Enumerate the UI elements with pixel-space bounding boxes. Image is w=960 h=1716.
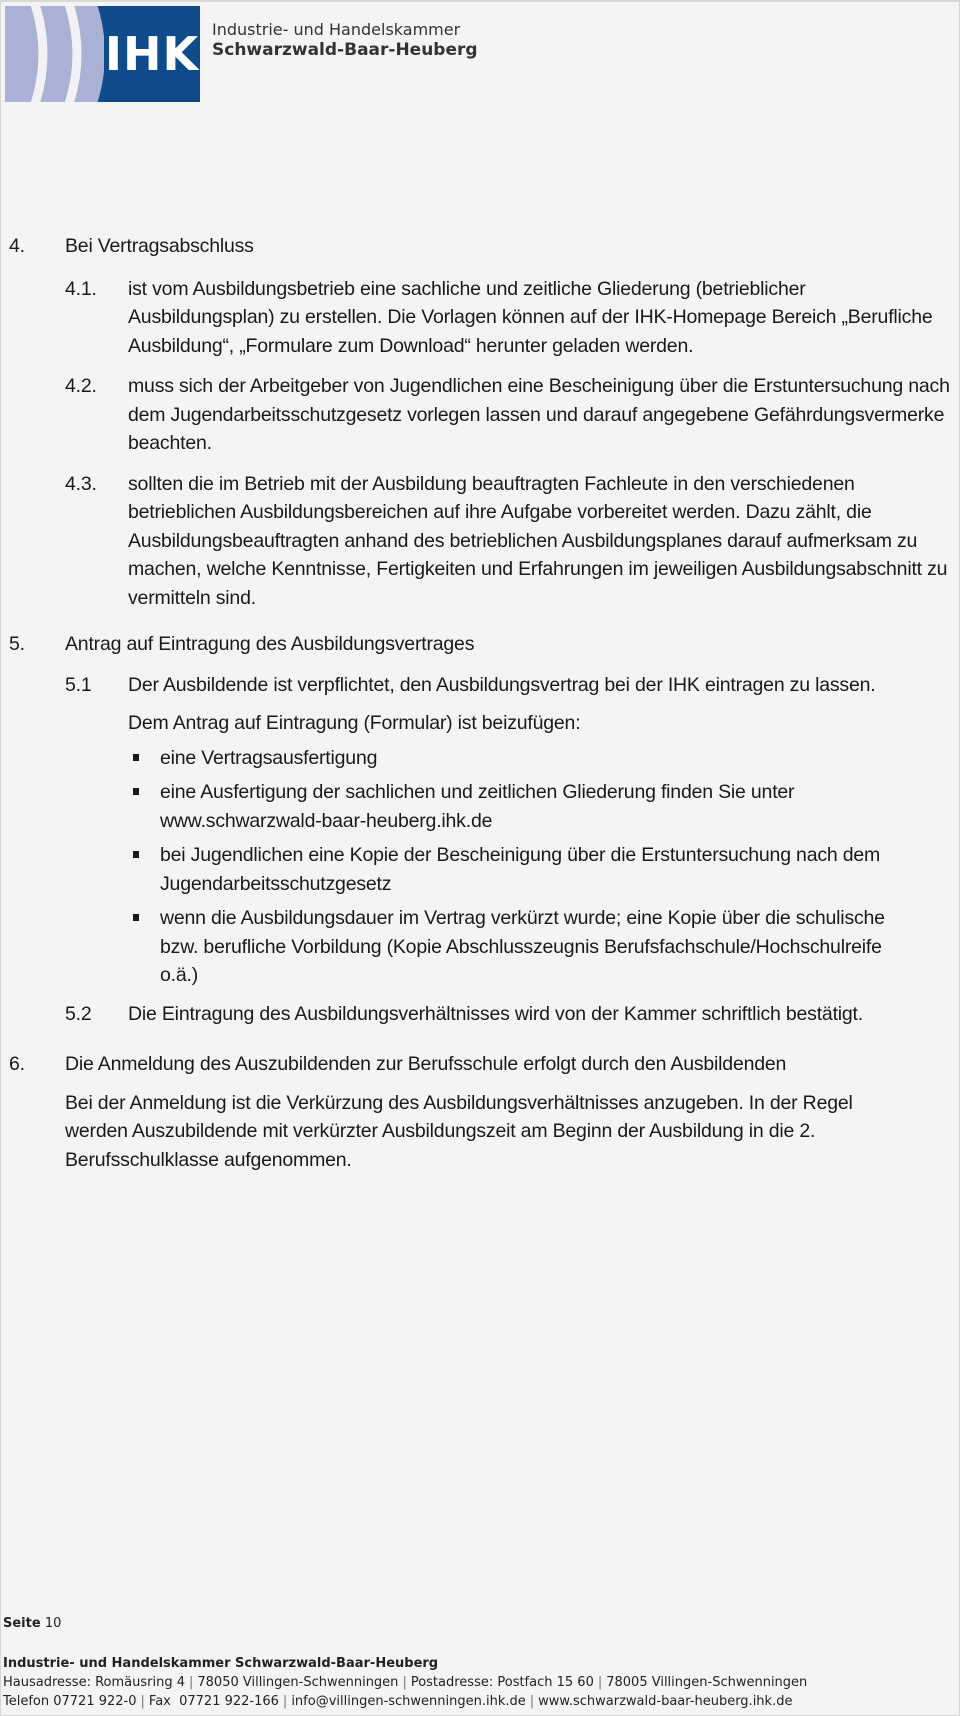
section-title: Antrag auf Eintragung des Ausbildungsvertrages <box>65 633 475 655</box>
subsection-text: sollten die im Betrieb mit der Ausbildung beauftragten Fachleute in den verschiedenen betrieblichen Ausbildungsbereichen auf ihre Aufgabe vorbereitet werden. Dazu zählt, die Ausbildungsbeauftragten anhand des betrieblichen Ausbildungsplanes darauf aufmerksam zu machen, welche Kenntnisse, Fertigkeiten und Erfahrungen im jeweiligen Ausbildungsabschnitt zu vermitteln sind. <box>128 472 948 609</box>
subsection-text: muss sich der Arbeitgeber von Jugendlichen eine Bescheinigung über die Erstuntersuchung nach dem Jugendarbeitsschutzgesetz vorlegen lassen und darauf angegebene Gefährdungsvermerke beachten. <box>128 375 950 454</box>
email-link[interactable]: info@villingen-schwenningen.ihk.de <box>291 1694 526 1709</box>
bullet-square-icon <box>128 744 160 773</box>
post-city: 78005 Villingen-Schwenningen <box>606 1675 808 1690</box>
section-number: 4. <box>9 235 25 257</box>
subsection-4-1 <box>65 275 960 361</box>
list-item <box>128 841 960 898</box>
subsection-number: 5.1 <box>65 673 92 696</box>
section-title: Die Anmeldung des Auszubildenden zur Berufsschule erfolgt durch den Ausbildenden <box>65 1053 787 1075</box>
list-item-text: wenn die Ausbildungsdauer im Vertrag verkürzt wurde; eine Kopie über die schulische bzw. berufliche Vorbildung (Kopie Abschlusszeugnis Berufsfachschule/Hochschulreife o.ä.) <box>160 907 885 986</box>
footer-org-name: Industrie- und Handelskammer Schwarzwald-Baar-Heuberg <box>3 1656 439 1671</box>
page-label: Seite <box>3 1616 41 1631</box>
separator: | <box>597 1675 603 1690</box>
separator: | <box>188 1675 194 1690</box>
list-item-text: eine Vertragsausfertigung <box>160 746 378 769</box>
document-body <box>1 232 960 1174</box>
subsection-4-3 <box>65 470 960 613</box>
fax: Fax 07721 922-166 <box>148 1694 279 1709</box>
section-number: 5. <box>9 633 25 655</box>
subsection-5-2 <box>65 1000 960 1029</box>
house-address: Hausadresse: Romäusring 4 <box>3 1675 185 1690</box>
house-city: 78050 Villingen-Schwenningen <box>197 1675 399 1690</box>
subsection-text: Der Ausbildende ist verpflichtet, den Ausbildungsvertrag bei der IHK eintragen zu lassen. <box>128 673 876 696</box>
bullet-square-icon <box>128 841 160 898</box>
page-number <box>3 1616 807 1631</box>
phone: Telefon 07721 922-0 <box>3 1694 137 1709</box>
separator: | <box>529 1694 535 1709</box>
subsection-number: 4.2. <box>65 375 97 397</box>
bullet-square-icon <box>128 904 160 990</box>
separator: | <box>402 1675 407 1690</box>
footer-contact <box>3 1692 807 1711</box>
org-name <box>212 20 478 60</box>
post-address: Postadresse: Postfach 15 60 <box>410 1675 594 1690</box>
org-name-line2: Schwarzwald-Baar-Heuberg <box>212 40 478 60</box>
list-item <box>128 744 960 773</box>
arc-icon <box>5 6 104 102</box>
subsection-text: ist vom Ausbildungsbetrieb eine sachliche und zeitliche Gliederung (betrieblicher Ausbildungsplan) zu erstellen. Die Vorlagen können auf der IHK-Homepage Bereich „Berufliche Ausbildung“, „Formulare zum Download“ herunter geladen werden. <box>128 277 933 357</box>
section-6-heading <box>9 1050 960 1079</box>
attachment-intro: Dem Antrag auf Eintragung (Formular) ist beizufügen: <box>128 712 581 734</box>
list-item <box>128 904 960 990</box>
section-6-text: Bei der Anmeldung ist die Verkürzung des Ausbildungsverhältnisses anzugeben. In der Regel werden Auszubildende mit verkürzter Ausbildungszeit am Beginn der Ausbildung in die 2. Berufsschulklasse aufgenommen. <box>65 1091 853 1171</box>
attachment-list <box>128 744 960 990</box>
section-title: Bei Vertragsabschluss <box>65 235 254 257</box>
subsection-number: 4.1. <box>65 277 97 300</box>
section-number: 6. <box>9 1053 25 1075</box>
footer-address <box>3 1673 807 1692</box>
bullet-square-icon <box>128 778 160 835</box>
subsection-number: 5.2 <box>65 1002 92 1025</box>
section-4-heading <box>9 232 960 261</box>
separator: | <box>140 1694 145 1709</box>
org-name-line1: Industrie- und Handelskammer <box>212 20 461 39</box>
logo-arc-graphic <box>5 6 104 102</box>
list-item-text: bei Jugendlichen eine Kopie der Bescheinigung über die Erstuntersuchung nach dem Jugendarbeitsschutzgesetz <box>160 844 881 895</box>
logo-blue-block <box>104 6 200 102</box>
list-item-text: eine Ausfertigung der sachlichen und zeitlichen Gliederung finden Sie unter www.schwarzwald-baar-heuberg.ihk.de <box>160 781 795 832</box>
subsection-5-1 <box>65 671 960 700</box>
page-number-value: 10 <box>44 1616 62 1631</box>
subsection-text: Die Eintragung des Ausbildungsverhältnisses wird von der Kammer schriftlich bestätigt. <box>128 1002 863 1025</box>
subsection-4-2 <box>65 372 960 458</box>
page-footer <box>3 1616 807 1711</box>
ihk-logo <box>5 6 200 102</box>
subsection-number: 4.3. <box>65 472 97 495</box>
section-5-heading <box>9 630 960 659</box>
logo-text: IHK <box>104 27 200 81</box>
list-item <box>128 778 960 835</box>
separator: | <box>282 1694 288 1709</box>
website-link[interactable]: www.schwarzwald-baar-heuberg.ihk.de <box>538 1694 793 1709</box>
